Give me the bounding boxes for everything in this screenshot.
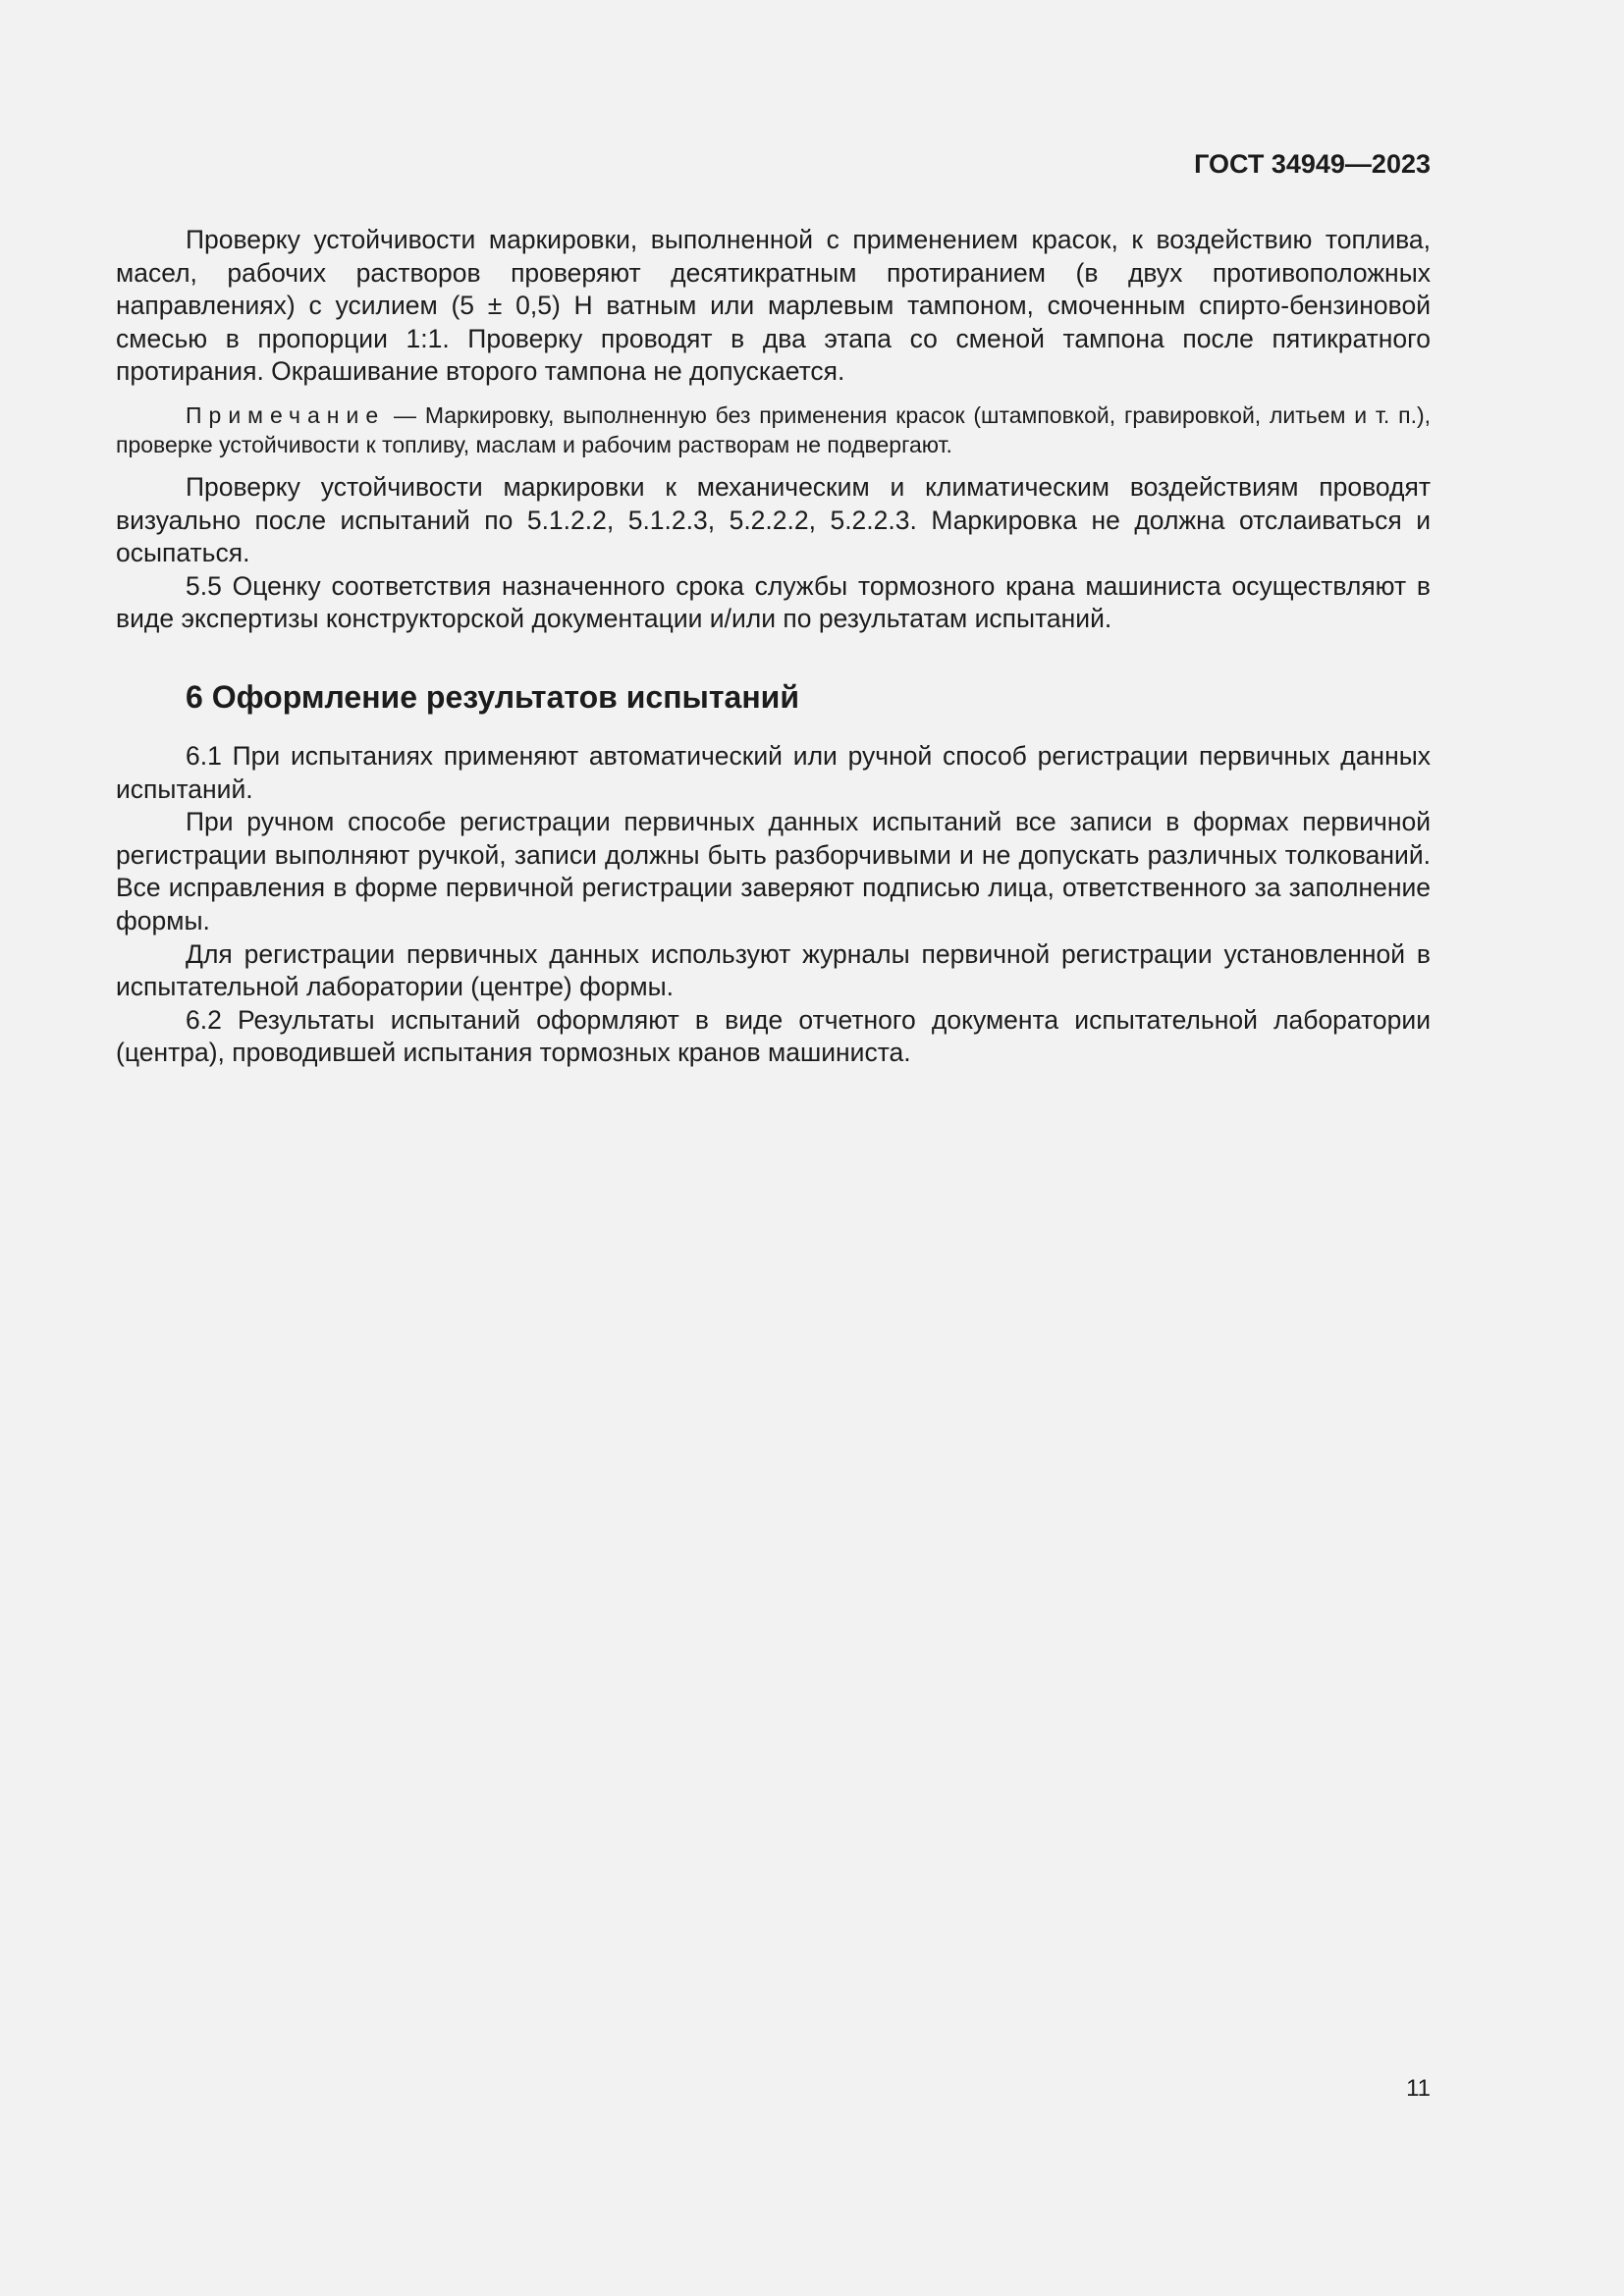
note-dash: —: [385, 401, 425, 428]
note-text: Маркировку, выполненную без применения красок (штамповкой, гравировкой, литьем и т. п.), проверке устойчивости к топливу, маслам и рабочим растворам не подвергают.: [116, 401, 1432, 457]
section-6-heading: 6 Оформление результатов испытаний: [186, 678, 799, 715]
page-number: 11: [1406, 2075, 1431, 2102]
page-content: [116, 224, 1431, 1070]
paragraph-marking-fuel-resistance: Проверку устойчивости маркировки, выполненной с применением красок, к воздействию топлива, масел, рабочих растворов проверяют десятикратным протиранием (в двух противоположных направлениях) с усилием (5 ± 0,5) Н ватным или марлевым тампоном, смоченным спирто-бензиновой смесью в пропорции 1:1. Проверку проводят в два этапа со сменой тампона после пятикратного протирания. Окрашивание второго тампона не допускается.: [116, 225, 1431, 387]
paragraph-5-5: 5.5 Оценку соответствия назначенного срока службы тормозного крана машиниста осуществляют в виде экспертизы конструкторской документации и/или по результатам испытаний.: [116, 570, 1431, 634]
paragraph-marking-mechanical-resistance: Проверку устойчивости маркировки к механическим и климатическим воздействиям проводят визуально после испытаний по 5.1.2.2, 5.1.2.3, 5.2.2.2, 5.2.2.3. Маркировка не должна отслаиваться и осыпаться.: [116, 471, 1431, 568]
paragraph-6-1: 6.1 При испытаниях применяют автоматический или ручной способ регистрации первичных данных испытаний.: [116, 740, 1431, 804]
paragraph-6-2: 6.2 Результаты испытаний оформляют в виде отчетного документа испытательной лаборатории (центра), проводившей испытания тормозных кранов машиниста.: [116, 1004, 1431, 1068]
paragraph-registration-journals: Для регистрации первичных данных используют журналы первичной регистрации установленной в испытательной лаборатории (центре) формы.: [116, 938, 1431, 1002]
note-label: Примечание: [186, 401, 386, 428]
note-paragraph: [116, 400, 1431, 459]
standard-code-header: ГОСТ 34949—2023: [1194, 149, 1431, 179]
paragraph-manual-registration: При ручном способе регистрации первичных данных испытаний все записи в формах первичной регистрации выполняют ручкой, записи должны быть разборчивыми и не допускать различных толкований. Все исправления в форме первичной регистрации заверяют подписью лица, ответственного за заполнение формы.: [116, 807, 1431, 935]
